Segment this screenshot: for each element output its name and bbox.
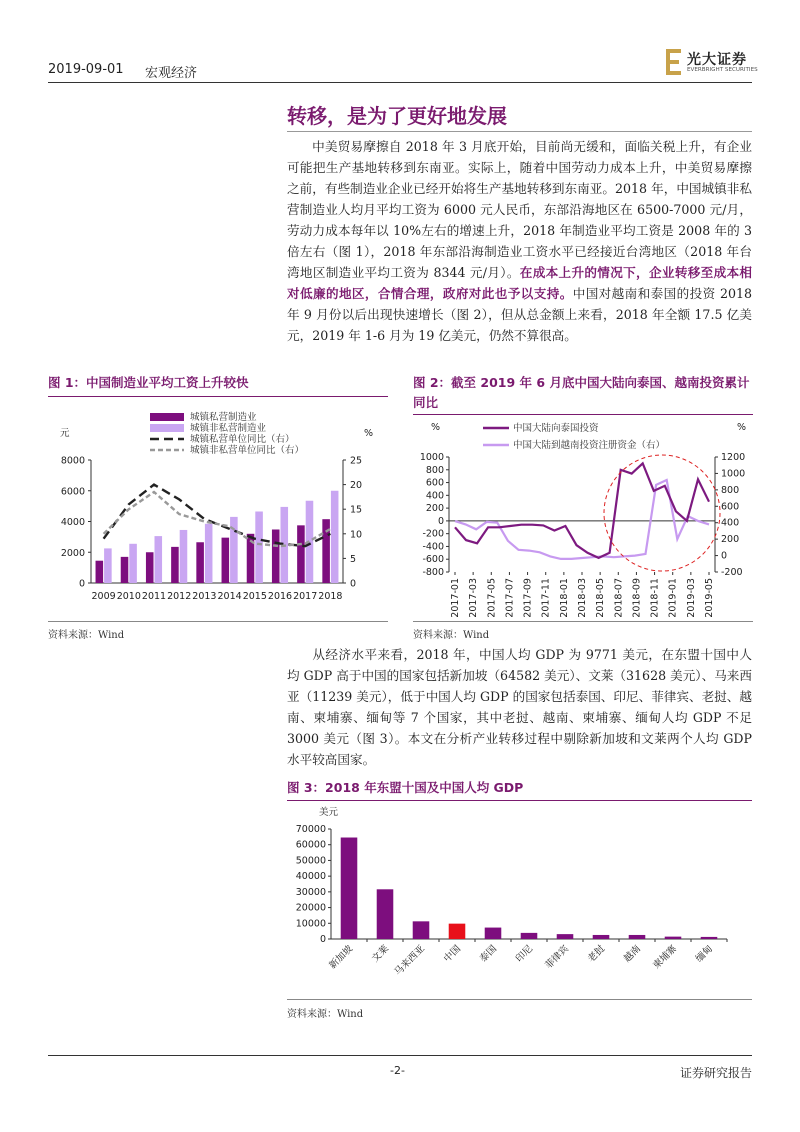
fig1-title: 图 1：中国制造业平均工资上升较快 bbox=[48, 375, 249, 390]
paragraph-1-highlight: 在成本上升的情况下，企业转移至成本相对低廉的地区，合情合理，政府对此也予以支持。 bbox=[287, 265, 753, 301]
section-title-rule bbox=[287, 131, 752, 132]
fig3-xtick: 菲律宾 bbox=[543, 943, 572, 972]
fig2-ylabel-left: % bbox=[431, 422, 441, 433]
fig1-source: 资料来源：Wind bbox=[48, 630, 125, 641]
fig2-xtick: 2018-09 bbox=[631, 578, 643, 618]
fig1-ylabel-left: 元 bbox=[60, 428, 70, 439]
fig1-ytick-right: 15 bbox=[350, 504, 363, 516]
fig1-xtick: 2010 bbox=[116, 591, 141, 602]
fig3-bar bbox=[593, 935, 610, 939]
fig1-xtick: 2014 bbox=[217, 591, 242, 602]
paragraph-1-text-b: 中国对越南和泰国的投资 2018 年 9 月份以后出现快速增长（图 2），但从总金额上来看，2018 年全额 17.5 亿美元，2019 年 1-6 月为 19 亿美元，仍然不算很高。 bbox=[287, 286, 752, 343]
fig1-title-rule bbox=[48, 396, 388, 397]
fig1-ytick-right: 10 bbox=[350, 529, 363, 541]
fig2-source: 资料来源：Wind bbox=[413, 630, 490, 641]
fig3-bar bbox=[521, 933, 538, 939]
fig3-xtick: 马来西亚 bbox=[392, 943, 428, 979]
fig2-xtick: 2017-01 bbox=[450, 578, 461, 618]
fig3-xtick: 文莱 bbox=[369, 943, 392, 965]
header-rule bbox=[48, 82, 752, 83]
fig2-ytick-left: -200 bbox=[422, 528, 444, 540]
fig1-ytick-right: 20 bbox=[350, 480, 363, 492]
fig1-xtick: 2013 bbox=[192, 591, 217, 602]
fig2-ytick-right: 1000 bbox=[721, 468, 746, 480]
fig1-bar-private bbox=[196, 542, 204, 583]
paragraph-2-text: 从经济水平来看，2018 年，中国人均 GDP 为 9771 美元，在东盟十国中人均 GDP 高于中国的国家包括新加坡（64582 美元）、文莱（31628 美元）、马来西亚（11239 美元），低于中国人均 GDP 的国家包括泰国、印尼、菲律宾、老挝、越南、柬埔寨、缅甸等 7 个国家，其中老挝、越南、柬埔寨、缅甸人均 GDP 不足 3000 美元（图 3）。本文在分析产业转移过程中剔除新加坡和文莱两个人均 GDP 水平较高国家。 bbox=[287, 647, 752, 767]
fig3-xtick: 泰国 bbox=[477, 943, 500, 965]
footer-label: 证券研究报告 bbox=[679, 1066, 752, 1080]
fig1-chart bbox=[48, 402, 388, 622]
fig1-ytick-right: 5 bbox=[350, 553, 357, 565]
fig2-chart bbox=[413, 416, 753, 621]
fig1-bar-nonprivate bbox=[180, 530, 188, 583]
fig3-ytick: 40000 bbox=[295, 871, 326, 883]
fig1-ytick-left: 8000 bbox=[60, 455, 85, 467]
fig1-bar-nonprivate bbox=[129, 544, 137, 583]
fig3-xtick: 柬埔寨 bbox=[651, 943, 680, 972]
fig1-legend-nonprivate: 城镇非私营制造业 bbox=[190, 423, 267, 434]
fig1-xtick: 2009 bbox=[91, 591, 116, 602]
fig2-ylabel-right: % bbox=[737, 422, 747, 433]
fig2-legend-thailand: 中国大陆向泰国投资 bbox=[513, 423, 599, 434]
fig1-xtick: 2018 bbox=[318, 591, 343, 602]
fig2-ytick-right: 200 bbox=[721, 534, 740, 546]
fig2-xtick: 2017-11 bbox=[540, 578, 552, 618]
fig3-bar bbox=[377, 889, 394, 939]
fig1-legend-private: 城镇私营制造业 bbox=[190, 412, 257, 423]
fig3-bottom-rule bbox=[287, 999, 752, 1000]
paragraph-2 bbox=[287, 644, 752, 770]
fig3-xtick: 老挝 bbox=[585, 943, 608, 965]
logo-text-cn: 光大证券 bbox=[687, 52, 747, 68]
fig3-ylabel: 美元 bbox=[319, 807, 339, 818]
fig1-bar-private bbox=[96, 561, 104, 583]
fig3-bar bbox=[701, 937, 718, 939]
fig2-ytick-right: 600 bbox=[721, 501, 740, 513]
fig1-xtick: 2011 bbox=[141, 591, 167, 602]
report-category: 宏观经济 bbox=[145, 66, 198, 81]
fig3-xtick: 中国 bbox=[441, 943, 464, 965]
fig3-ytick: 60000 bbox=[295, 839, 326, 851]
fig1-bar-private bbox=[146, 552, 154, 583]
paragraph-1 bbox=[287, 136, 752, 346]
fig3-ytick: 20000 bbox=[295, 902, 326, 914]
fig2-ytick-left: 200 bbox=[425, 503, 444, 515]
fig2-ytick-right: 1200 bbox=[721, 452, 746, 463]
fig1-ytick-left: 4000 bbox=[60, 517, 85, 528]
fig3-bar bbox=[413, 921, 430, 939]
fig1-ytick-left: 0 bbox=[78, 578, 85, 590]
fig2-title: 图 2：截至 2019 年 6 月底中国大陆向泰国、越南投资累计同比 bbox=[413, 375, 750, 410]
fig1-bar-nonprivate bbox=[205, 524, 213, 583]
fig2-xtick: 2019-01 bbox=[667, 578, 679, 618]
fig1-xtick: 2012 bbox=[167, 591, 192, 602]
fig1-bar-private bbox=[222, 538, 230, 583]
fig2-xtick: 2018-05 bbox=[595, 578, 607, 618]
fig2-xtick: 2017-03 bbox=[468, 578, 480, 618]
fig2-ytick-left: 1000 bbox=[419, 452, 444, 463]
fig2-xtick: 2018-11 bbox=[649, 578, 661, 618]
fig3-ytick: 70000 bbox=[295, 824, 326, 835]
fig2-ytick-left: -600 bbox=[422, 554, 444, 566]
fig2-ytick-right: 0 bbox=[721, 550, 728, 562]
fig2-ytick-left: 400 bbox=[425, 490, 444, 502]
fig3-ytick: 0 bbox=[319, 934, 326, 945]
fig2-legend-vietnam: 中国大陆到越南投资注册资金（右） bbox=[513, 440, 666, 451]
fig2-xtick: 2018-07 bbox=[613, 578, 625, 618]
fig3-xtick: 缅甸 bbox=[693, 943, 716, 965]
fig3-bar bbox=[485, 928, 502, 939]
fig2-line-thailand bbox=[455, 463, 709, 558]
fig2-title-rule bbox=[413, 414, 753, 415]
fig1-ylabel-right: % bbox=[364, 428, 374, 439]
fig1-xtick: 2017 bbox=[293, 591, 318, 602]
fig3-ytick: 30000 bbox=[295, 886, 326, 898]
fig1-bottom-rule bbox=[48, 621, 388, 622]
fig3-chart bbox=[287, 803, 752, 998]
fig2-line-vietnam bbox=[455, 480, 709, 559]
logo-mark-icon bbox=[665, 47, 683, 77]
fig1-bar-nonprivate bbox=[331, 491, 339, 583]
fig3-title: 图 3：2018 年东盟十国及中国人均 GDP bbox=[287, 780, 524, 795]
logo bbox=[665, 46, 757, 78]
fig1-ytick-left: 6000 bbox=[60, 486, 85, 498]
fig2-ytick-right: -200 bbox=[721, 567, 743, 578]
fig2-xtick: 2018-03 bbox=[577, 578, 588, 618]
fig3-bar bbox=[557, 934, 574, 939]
fig2-xtick: 2018-01 bbox=[558, 578, 570, 618]
fig2-bottom-rule bbox=[413, 621, 753, 622]
fig2-ytick-left: 800 bbox=[425, 464, 444, 476]
fig2-ytick-left: -800 bbox=[422, 567, 444, 578]
fig3-ytick: 50000 bbox=[295, 855, 326, 867]
fig2-ytick-left: -400 bbox=[422, 541, 444, 553]
fig1-bar-private bbox=[272, 529, 280, 583]
fig3-xtick: 新加坡 bbox=[327, 943, 356, 972]
fig2-xtick: 2019-03 bbox=[685, 578, 697, 618]
fig3-bar bbox=[665, 937, 682, 939]
fig1-bar-nonprivate bbox=[104, 548, 112, 583]
fig1-line-private-yoy bbox=[104, 485, 331, 546]
fig1-bar-private bbox=[171, 547, 179, 583]
fig1-bar-private bbox=[297, 525, 305, 583]
fig3-bar bbox=[629, 935, 646, 939]
fig1-xtick: 2016 bbox=[267, 591, 293, 602]
fig3-bar bbox=[341, 838, 358, 939]
fig1-legend-private-yoy: 城镇私营单位同比（右） bbox=[190, 434, 295, 445]
fig1-bar-private bbox=[121, 557, 129, 583]
fig2-ytick-right: 400 bbox=[721, 517, 740, 529]
report-date: 2019-09-01 bbox=[48, 62, 124, 77]
section-title: 转移，是为了更好地发展 bbox=[287, 104, 507, 128]
fig1-legend-nonprivate-yoy: 城镇非私营单位同比（右） bbox=[190, 445, 305, 456]
fig1-ytick-right: 25 bbox=[350, 455, 363, 467]
fig2-ytick-left: 0 bbox=[437, 515, 444, 527]
page-number: -2- bbox=[390, 1064, 405, 1077]
fig3-xtick: 越南 bbox=[621, 943, 644, 965]
fig2-xtick: 2017-09 bbox=[522, 578, 534, 618]
fig2-ytick-left: 600 bbox=[425, 477, 444, 489]
fig1-ytick-left: 2000 bbox=[60, 547, 85, 559]
fig2-ytick-right: 800 bbox=[721, 484, 740, 496]
fig1-legend-swatch-nonprivate bbox=[150, 424, 184, 432]
fig1-legend-swatch-private bbox=[150, 413, 184, 421]
fig1-xtick: 2015 bbox=[242, 591, 267, 602]
fig1-bar-nonprivate bbox=[155, 536, 163, 583]
footer-rule bbox=[48, 1055, 752, 1056]
paragraph-1-text-a: 中美贸易摩擦自 2018 年 3 月底开始，目前尚无缓和，面临关税上升，有企业可能把生产基地转移到东南亚。实际上，随着中国劳动力成本上升，中美贸易摩擦之前，有些制造业企业已经开始将生产基地转移到东南亚。2018 年，中国城镇非私营制造业人均月平均工资为 6000 元人民币，东部沿海地区在 6500-7000 元/月，劳动力成本每年以 10%左右的增速上升，2018 年制造业平均工资是 2008 年的 3 倍左右（图 1），2018 年东部沿海制造业工资水平已经接近台湾地区（2018 年台湾地区制造业平均工资为 8344 元/月）。 bbox=[287, 139, 752, 280]
fig2-xtick: 2019-05 bbox=[704, 578, 715, 618]
fig3-ytick: 10000 bbox=[295, 918, 326, 930]
fig3-title-rule bbox=[287, 800, 752, 801]
fig3-bar bbox=[449, 924, 466, 939]
fig3-xtick: 印尼 bbox=[513, 943, 536, 965]
fig1-line-nonprivate-yoy bbox=[104, 492, 331, 546]
fig2-xtick: 2017-05 bbox=[486, 578, 498, 618]
fig1-ytick-right: 0 bbox=[350, 578, 357, 590]
fig1-bar-nonprivate bbox=[255, 512, 263, 583]
fig2-xtick: 2017-07 bbox=[504, 578, 516, 618]
logo-text-en: EVERBRIGHT SECURITIES bbox=[687, 67, 758, 73]
fig3-source: 资料来源：Wind bbox=[287, 1009, 364, 1020]
